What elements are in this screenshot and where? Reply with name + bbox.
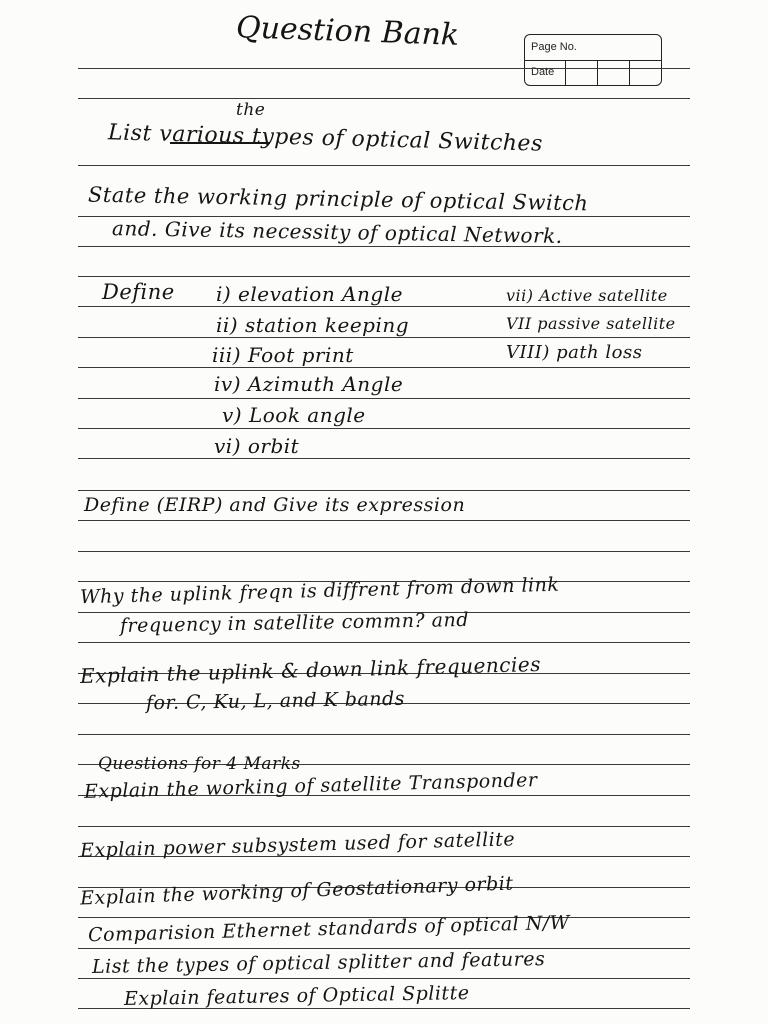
ruled-line <box>78 948 690 949</box>
ruled-line <box>78 276 690 277</box>
ruled-line <box>78 337 690 338</box>
ruled-line <box>78 398 690 399</box>
ruled-line <box>78 165 690 166</box>
date-cell <box>565 60 566 85</box>
question-frequency-bands-cont: for. C, Ku, L, and K bands <box>145 687 406 715</box>
date-cell <box>629 60 630 85</box>
ruled-line <box>78 826 690 827</box>
define-item-viii: VII passive satellite <box>506 314 676 333</box>
define-item-iv: iv) Azimuth Angle <box>214 372 404 396</box>
ruled-line <box>78 306 690 307</box>
date-row <box>525 60 661 85</box>
ruled-line <box>78 978 690 979</box>
page-number-row <box>525 35 661 61</box>
ruled-line <box>78 520 690 521</box>
define-label: Define <box>102 280 175 304</box>
define-item-i: i) elevation Angle <box>216 282 403 306</box>
insertion-note: the <box>236 100 266 120</box>
define-item-iii: iii) Foot print <box>212 343 354 367</box>
question-power-subsystem: Explain power subsystem used for satellite <box>79 828 516 862</box>
date-cell <box>597 60 598 85</box>
ruled-line <box>78 246 690 247</box>
ruled-line <box>78 428 690 429</box>
define-item-vi: vi) orbit <box>214 434 300 458</box>
ruled-line <box>78 68 690 69</box>
ruled-line <box>78 367 690 368</box>
ruled-line <box>78 734 690 735</box>
question-splitter-types: List the types of optical splitter and features <box>91 948 546 978</box>
question-uplink-difference: Why the uplink freqn is diffrent from down link <box>79 573 560 609</box>
question-switch-necessity: and. Give its necessity of optical Network. <box>111 216 563 248</box>
ruled-line <box>78 490 690 491</box>
ruled-line <box>78 458 690 459</box>
strikethrough-mark <box>170 142 270 144</box>
date-label: Date <box>531 66 555 78</box>
ruled-line <box>78 642 690 643</box>
define-item-v: v) Look angle <box>222 403 366 427</box>
ruled-line <box>78 98 690 99</box>
page-number-label: Page No. <box>531 41 577 53</box>
define-item-ii: ii) station keeping <box>216 313 410 337</box>
question-optical-switches: List various types of optical Switches <box>107 120 544 157</box>
question-ethernet-standards: Comparision Ethernet standards of optical N/W <box>87 911 571 947</box>
page-title: Question Bank <box>235 10 460 53</box>
question-frequency-bands: Explain the uplink & down link frequencies <box>79 651 542 689</box>
ruled-line <box>78 551 690 552</box>
define-item-vii: vii) Active satellite <box>506 286 668 305</box>
question-switch-principle: State the working principle of optical Switch <box>87 182 589 216</box>
question-eirp: Define (EIRP) and Give its expression <box>84 494 466 516</box>
define-item-ix: VIII) path loss <box>506 342 643 363</box>
page-number-date-box <box>524 34 662 86</box>
question-geostationary-orbit: Explain the working of Geostationary orbit <box>79 872 514 910</box>
question-transponder: Explain the working of satellite Transponder <box>83 769 538 803</box>
question-uplink-difference-cont: frequency in satellite commn? and <box>119 608 470 638</box>
question-splitter-features: Explain features of Optical Splitte <box>123 981 470 1011</box>
section-heading-four-marks: Questions for 4 Marks <box>98 754 301 774</box>
